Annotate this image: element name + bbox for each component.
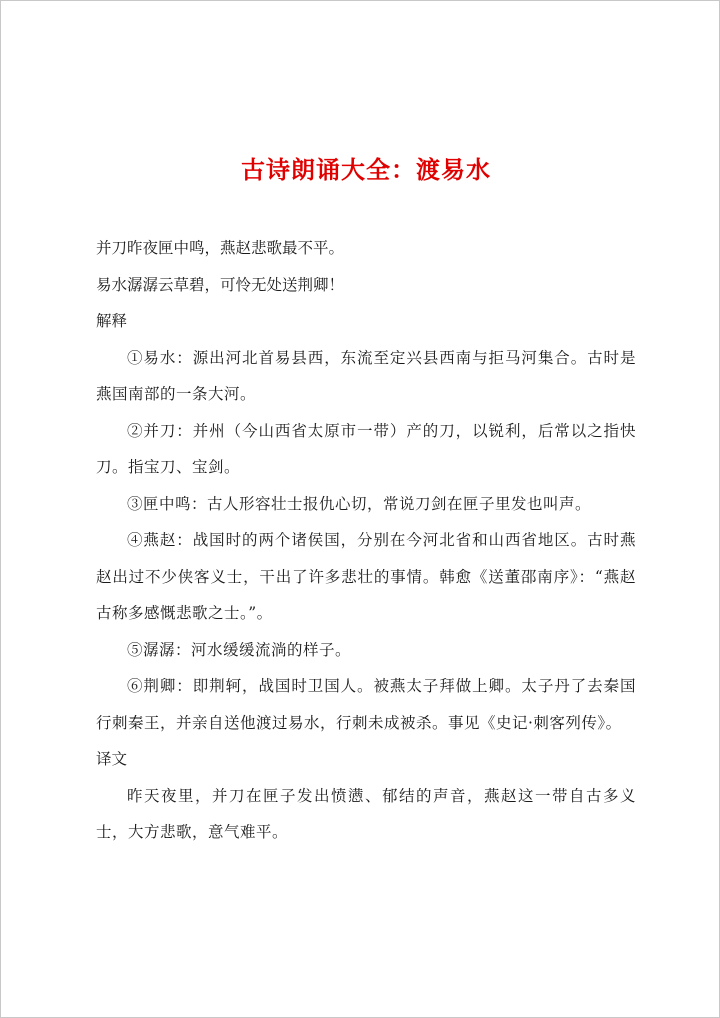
note-4: ④燕赵：战国时的两个诸侯国，分别在今河北省和山西省地区。古时燕赵出过不少侠客义士，干出了许多悲壮的事情。韩愈《送董邵南序》：“燕赵古称多感慨悲歌之士。”。 [96, 531, 636, 622]
note-6: ⑥荆卿：即荆轲，战国时卫国人。被燕太子拜做上卿。太子丹了去秦国行刺秦王，并亲自送他渡过易水，行刺未成被杀。事见《史记·刺客列传》。 [96, 677, 636, 732]
notes-heading: 解释 [96, 312, 128, 330]
translation-heading: 译文 [96, 750, 128, 768]
document-title: 古诗朗诵大全：渡易水 [241, 155, 491, 184]
note-2: ②并刀：并州（今山西省太原市一带）产的刀，以锐利，后常以之指快刀。指宝刀、宝剑。 [96, 421, 636, 476]
note-3: ③匣中鸣：古人形容壮士报仇心切，常说刀剑在匣子里发也叫声。 [127, 494, 592, 513]
note-1: ①易水：源出河北首易县西，东流至定兴县西南与拒马河集合。古时是燕国南部的一条大河。 [96, 348, 636, 403]
note-5: ⑤潺潺：河水缓缓流淌的样子。 [127, 640, 352, 659]
translation-text: 昨天夜里，并刀在匣子发出愤懑、郁结的声音，燕赵这一带自古多义士，大方悲歌，意气难平。 [96, 786, 636, 841]
poem-line-2: 易水潺潺云草碧，可怜无处送荆卿！ [96, 275, 345, 294]
poem-line-1: 并刀昨夜匣中鸣，燕赵悲歌最不平。 [96, 239, 345, 257]
document-body [96, 150, 636, 851]
